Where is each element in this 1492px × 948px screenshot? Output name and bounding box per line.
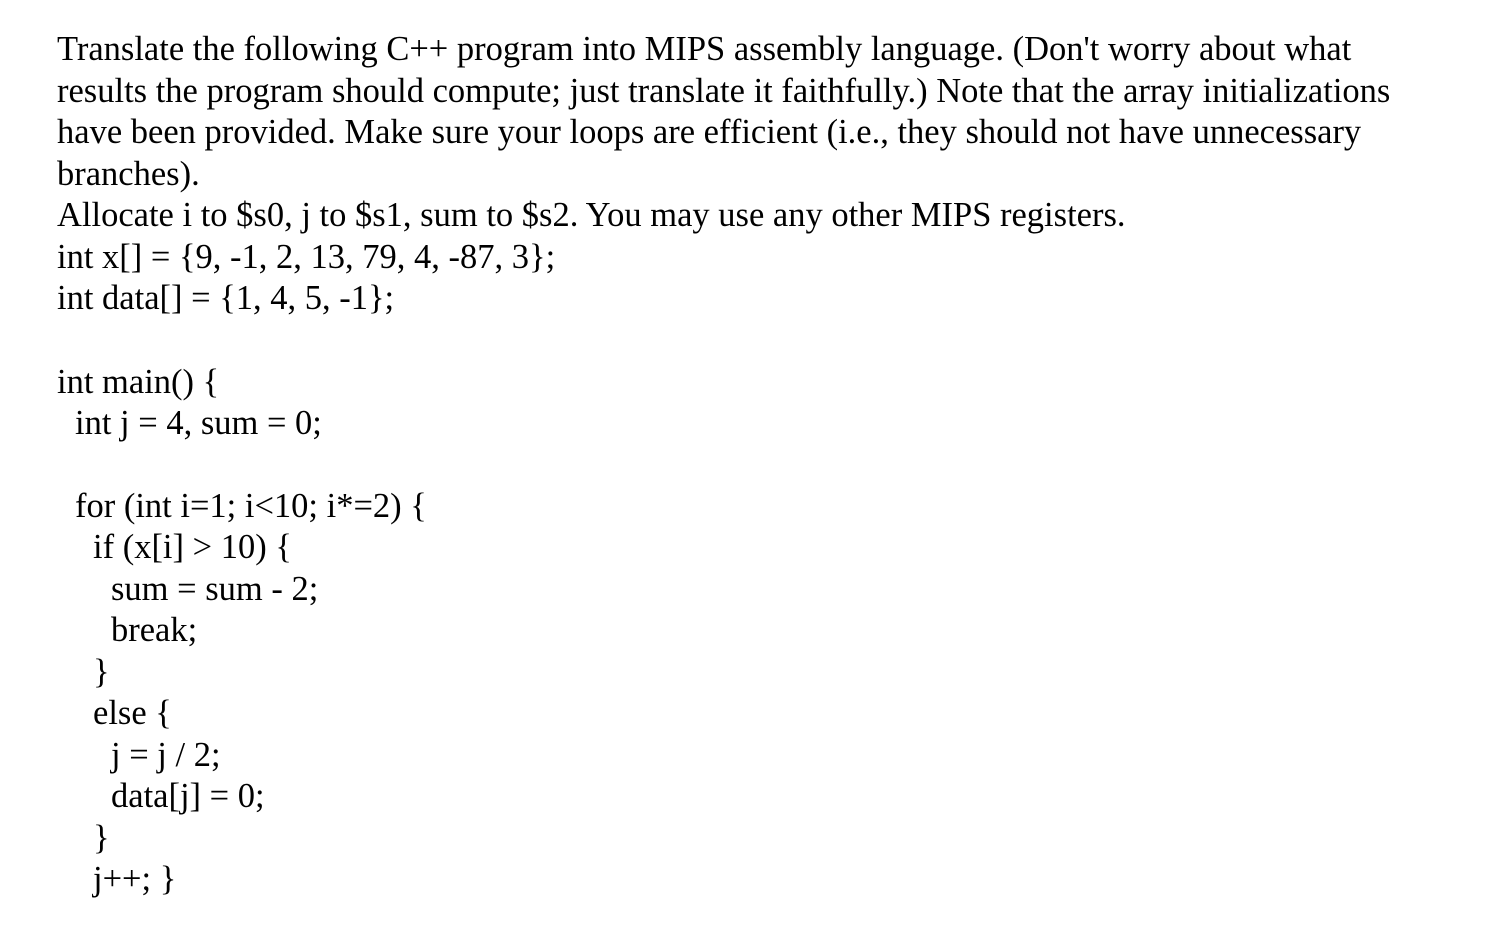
- code-line-decl: int j = 4, sum = 0;: [75, 404, 322, 442]
- code-line-if: if (x[i] > 10) {: [93, 528, 292, 566]
- code-line-x-array: int x[] = {9, -1, 2, 13, 79, 4, -87, 3};: [57, 238, 556, 276]
- code-line-break: break;: [111, 611, 198, 649]
- code-line-data-array: int data[] = {1, 4, 5, -1};: [57, 279, 395, 317]
- text-line-1: Translate the following C++ program into MIPS assembly language. (Don't worry about what: [57, 30, 1352, 68]
- text-line-5: Allocate i to $s0, j to $s1, sum to $s2. You may use any other MIPS registers.: [57, 196, 1126, 234]
- text-line-3: have been provided. Make sure your loops are efficient (i.e., they should not have unnecessary: [57, 113, 1362, 151]
- code-line-j-div: j = j / 2;: [111, 736, 221, 774]
- code-line-j-inc: j++; }: [93, 860, 177, 898]
- text-line-2: results the program should compute; just translate it faithfully.) Note that the array initializations: [57, 72, 1391, 110]
- text-line-4: branches).: [57, 155, 200, 193]
- code-line-else: else {: [93, 694, 172, 732]
- code-line-for: for (int i=1; i<10; i*=2) {: [75, 487, 427, 525]
- code-line-close-if: }: [93, 653, 110, 691]
- code-line-sum: sum = sum - 2;: [111, 570, 319, 608]
- code-line-data-assign: data[j] = 0;: [111, 777, 265, 815]
- code-line-close-else: }: [93, 819, 110, 857]
- code-line-main: int main() {: [57, 363, 220, 401]
